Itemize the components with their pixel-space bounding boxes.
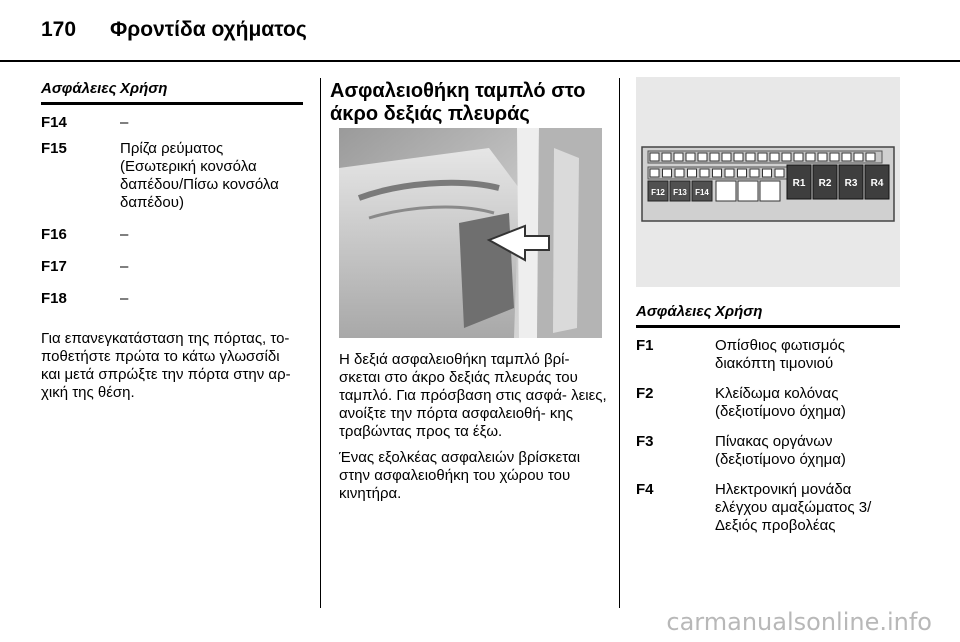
fuse-usage: Οπίσθιος φωτισμός διακόπτη τιμονιού: [715, 337, 845, 372]
left-column: [41, 80, 303, 402]
fuse-usage: Πρίζα ρεύματος (Εσωτερική κονσόλα δαπέδου/Πίσω κονσόλα δαπέδου): [120, 140, 279, 211]
table-row: [41, 105, 303, 132]
middle-text: [339, 351, 607, 503]
fuse-usage: Κλείδωμα κολόνας (δεξιοτίμονο όχημα): [715, 385, 846, 420]
table-row: [41, 276, 303, 308]
fuse-slot: [713, 169, 722, 177]
page-header: [41, 18, 307, 48]
col-header-fuses: Ασφάλειες: [41, 80, 117, 97]
fuse-table-header: [636, 303, 900, 328]
fuse-slot: [734, 153, 743, 161]
table-row: [636, 373, 900, 421]
fuse-slot: [782, 153, 791, 161]
fuse-slot: [722, 153, 731, 161]
column-divider: [320, 78, 321, 608]
fuse-slot: [738, 169, 747, 177]
fuse-slot: [650, 169, 659, 177]
section-title: Ασφαλειοθήκη ταμπλό στο άκρο δεξιάς πλευράς: [330, 80, 586, 125]
fuse-code: F4: [636, 481, 654, 498]
fuse-slot: [758, 153, 767, 161]
middle-column: [330, 80, 605, 126]
fuse-slot: [818, 153, 827, 161]
fuse-slot: [650, 153, 659, 161]
right-column: [636, 303, 900, 535]
fuse-slot: [725, 169, 734, 177]
table-row: [636, 328, 900, 373]
table-row: [41, 132, 303, 212]
fuse-usage: Πίνακας οργάνων (δεξιοτίμονο όχημα): [715, 433, 846, 468]
fuse-code: F14: [41, 114, 67, 131]
fuse-slot: [746, 153, 755, 161]
fusebox-diagram-svg: [636, 77, 900, 287]
relay-label: R2: [818, 178, 832, 189]
fusebox-diagram: [636, 77, 900, 287]
fuse-slot: [710, 153, 719, 161]
fuse-slot: [738, 181, 758, 201]
relay-label: R1: [792, 178, 806, 189]
fuse-slot: [698, 153, 707, 161]
fuse-slot: [700, 169, 709, 177]
fuse-code: F17: [41, 258, 67, 275]
fuse-label: F13: [673, 188, 687, 197]
fuse-slot: [775, 169, 784, 177]
fuse-slot: [686, 153, 695, 161]
fuse-slot: [662, 153, 671, 161]
relay-label: R3: [844, 178, 858, 189]
reinstall-instructions: Για επανεγκατάσταση της πόρτας, το- ποθετήστε πρώτα το κάτω γλωσσίδι και μετά σπρώξτε την πόρτα στην αρ- χική της θέση.: [41, 330, 291, 401]
fuse-slot: [854, 153, 863, 161]
fuse-slot: [663, 169, 672, 177]
fuse-label: F14: [695, 188, 709, 197]
dashboard-illustration: [339, 128, 602, 338]
fuse-slot: [866, 153, 875, 161]
watermark: carmanualsonline.info: [666, 608, 932, 636]
fuse-slot: [806, 153, 815, 161]
fuse-slot: [674, 153, 683, 161]
fuse-slot: [688, 169, 697, 177]
fuse-slot: [842, 153, 851, 161]
fuse-code: F2: [636, 385, 654, 402]
fuse-slot: [830, 153, 839, 161]
fuse-code: F3: [636, 433, 654, 450]
fusebox-location-photo: [339, 128, 602, 338]
page-title: Φροντίδα οχήματος: [110, 18, 307, 41]
fuse-extractor-text: Ένας εξολκέας ασφαλειών βρίσκεται στην ασφαλειοθήκη του χώρου του κινητήρα.: [339, 449, 581, 502]
fusebox-location-text: Η δεξιά ασφαλειοθήκη ταμπλό βρί- σκεται στο άκρο δεξιάς πλευράς του ταμπλό. Για πρόσβαση στις ασφά- λειες, ανοίξτε την πόρτα ασφαλειοθή- κης τραβώντας προς τα έξω.: [339, 351, 607, 440]
table-row: [636, 469, 900, 535]
fuse-slot: [760, 181, 780, 201]
fuse-code: F15: [41, 140, 67, 157]
fuse-code: F16: [41, 226, 67, 243]
relay-label: R4: [870, 178, 884, 189]
fuse-slot: [716, 181, 736, 201]
fuse-label: F12: [651, 188, 665, 197]
col-header-usage: Χρήση: [715, 303, 763, 320]
fuse-usage: –: [120, 258, 129, 275]
table-row: [636, 421, 900, 469]
fuse-table-header: [41, 80, 303, 105]
fuse-usage: –: [120, 114, 129, 131]
page-number: 170: [41, 18, 77, 41]
fuse-usage: –: [120, 290, 129, 307]
column-divider: [619, 78, 620, 608]
fuse-usage: –: [120, 226, 129, 243]
fuse-slot: [750, 169, 759, 177]
fuse-usage: Ηλεκτρονική μονάδα ελέγχου αμαξώματος 3/ Δεξιός προβολέας: [715, 481, 872, 534]
header-rule: [0, 60, 960, 62]
fuse-slot: [770, 153, 779, 161]
col-header-usage: Χρήση: [120, 80, 168, 97]
fuse-code: F18: [41, 290, 67, 307]
col-header-fuses: Ασφάλειες: [636, 303, 712, 320]
fuse-slot: [675, 169, 684, 177]
fuse-slot: [763, 169, 772, 177]
table-row: [41, 212, 303, 244]
fuse-code: F1: [636, 337, 654, 354]
fuse-slot: [794, 153, 803, 161]
table-row: [41, 244, 303, 276]
